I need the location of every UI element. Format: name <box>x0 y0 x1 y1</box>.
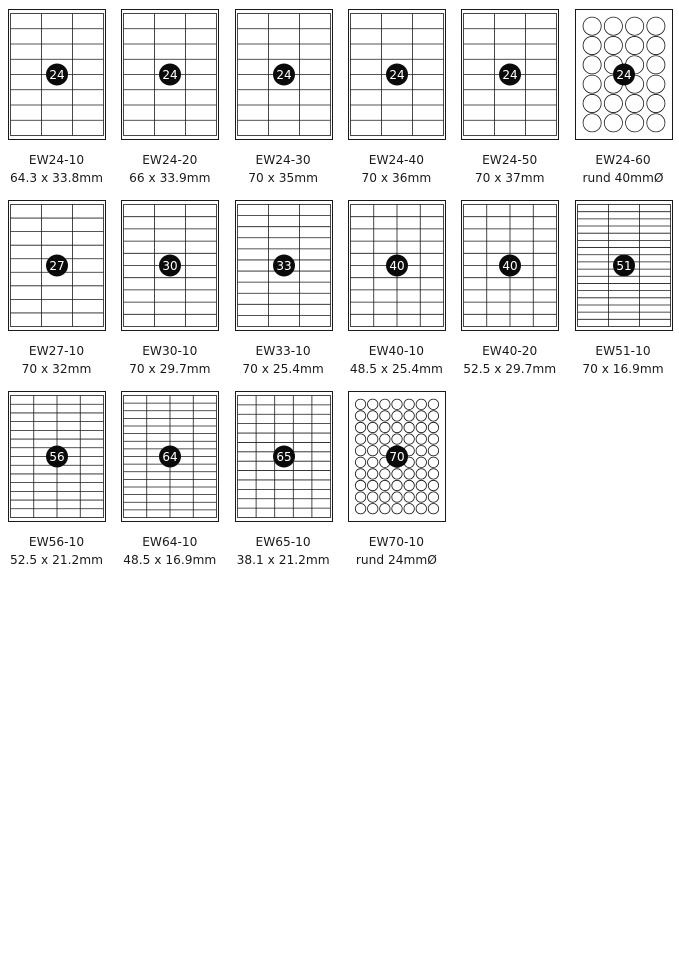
round-label <box>355 492 365 502</box>
label-sheet-item <box>567 200 679 384</box>
round-label <box>646 94 664 112</box>
label-dimensions: 38.1 x 21.2mm <box>236 553 330 567</box>
label-dimensions: 48.5 x 16.9mm <box>123 553 217 567</box>
product-code: EW24-10 <box>28 153 85 167</box>
round-label <box>392 504 402 514</box>
round-label <box>416 457 426 467</box>
product-code: EW64-10 <box>142 535 198 549</box>
product-code: EW40-10 <box>368 344 424 358</box>
label-sheet-diagram <box>567 200 679 334</box>
round-label <box>416 399 426 409</box>
round-label <box>404 504 414 514</box>
round-label <box>392 480 402 490</box>
label-dimensions: 70 x 32mm <box>21 362 92 376</box>
label-count-text: 51 <box>615 258 632 273</box>
label-count-text: 40 <box>389 258 405 273</box>
label-dimensions: 66 x 33.9mm <box>129 171 211 185</box>
round-label <box>583 94 601 112</box>
label-sheet-diagram <box>113 200 226 334</box>
label-dimensions: 70 x 36mm <box>361 171 432 185</box>
round-label <box>367 492 377 502</box>
round-label <box>646 75 664 93</box>
label-dimensions: 70 x 37mm <box>474 171 545 185</box>
product-code: EW30-10 <box>142 344 198 358</box>
round-label <box>428 492 438 502</box>
label-sheet-item <box>0 391 113 575</box>
round-label <box>392 422 402 432</box>
round-label <box>604 94 622 112</box>
label-count-text: 27 <box>49 258 65 273</box>
round-label <box>380 399 390 409</box>
round-label <box>355 434 365 444</box>
round-label <box>428 422 438 432</box>
round-label <box>392 469 402 479</box>
round-label <box>404 492 414 502</box>
round-label <box>625 17 643 35</box>
round-label <box>416 434 426 444</box>
round-label <box>367 480 377 490</box>
round-label <box>367 434 377 444</box>
label-count-text: 24 <box>502 67 518 82</box>
round-label <box>428 411 438 421</box>
label-sheet-diagram <box>453 200 566 334</box>
label-sheet-diagram <box>340 9 453 143</box>
label-sheet-item <box>113 200 226 384</box>
product-code: EW51-10 <box>595 344 651 358</box>
label-count-text: 65 <box>275 449 292 464</box>
product-code: EW24-50 <box>482 153 538 167</box>
round-label <box>367 469 377 479</box>
round-label <box>428 504 438 514</box>
label-count-text: 24 <box>615 67 632 82</box>
round-label <box>355 480 365 490</box>
round-label <box>428 399 438 409</box>
label-sheet-item <box>227 9 340 193</box>
round-label <box>583 75 601 93</box>
round-label <box>404 399 414 409</box>
round-label <box>380 504 390 514</box>
round-label <box>355 411 365 421</box>
round-label <box>625 94 643 112</box>
label-dimensions: 64.3 x 33.8mm <box>10 171 103 185</box>
label-sheet-diagram <box>0 391 113 525</box>
product-code: EW24-30 <box>255 153 311 167</box>
round-label <box>416 492 426 502</box>
round-label <box>404 411 414 421</box>
label-sheet-item <box>227 200 340 384</box>
label-sheet-diagram <box>227 391 340 525</box>
round-label <box>355 457 365 467</box>
round-label <box>646 17 664 35</box>
round-label <box>355 504 365 514</box>
label-dimensions: rund 40mmØ <box>582 171 664 185</box>
round-label <box>380 422 390 432</box>
round-label <box>583 36 601 54</box>
round-label <box>367 399 377 409</box>
label-count-text: 33 <box>275 258 292 273</box>
round-label <box>404 469 414 479</box>
round-label <box>428 480 438 490</box>
label-sheet-item <box>340 9 453 193</box>
label-sheet-diagram <box>227 200 340 334</box>
round-label <box>625 114 643 132</box>
label-count-text: 64 <box>162 449 178 464</box>
label-sheet-diagram <box>340 391 453 525</box>
round-label <box>367 504 377 514</box>
round-label <box>404 480 414 490</box>
label-sheet-diagram <box>227 9 340 143</box>
label-dimensions: 70 x 25.4mm <box>242 362 324 376</box>
label-dimensions: rund 24mmØ <box>355 553 437 567</box>
round-label <box>355 399 365 409</box>
label-count-text: 24 <box>389 67 405 82</box>
product-code: EW70-10 <box>368 535 424 549</box>
round-label <box>355 446 365 456</box>
label-sheet-item <box>340 391 453 575</box>
round-label <box>428 446 438 456</box>
round-label <box>583 56 601 74</box>
label-sheet-item <box>227 391 340 575</box>
round-label <box>355 422 365 432</box>
round-label <box>428 469 438 479</box>
label-sheet-diagram <box>567 9 679 143</box>
label-sheet-item <box>0 9 113 193</box>
round-label <box>604 36 622 54</box>
label-sheet-item <box>453 200 566 384</box>
label-sheet-diagram <box>113 9 226 143</box>
label-count-text: 24 <box>162 67 178 82</box>
round-label <box>604 114 622 132</box>
label-sheet-item <box>0 200 113 384</box>
label-dimensions: 48.5 x 25.4mm <box>349 362 443 376</box>
product-code: EW40-20 <box>482 344 538 358</box>
round-label <box>646 56 664 74</box>
label-sheet-item <box>567 9 679 193</box>
round-label <box>604 17 622 35</box>
round-label <box>392 434 402 444</box>
product-code: EW27-10 <box>28 344 85 358</box>
label-dimensions: 52.5 x 21.2mm <box>10 553 103 567</box>
label-sheet-item <box>453 9 566 193</box>
label-count-text: 24 <box>275 67 292 82</box>
round-label <box>404 422 414 432</box>
label-count-text: 56 <box>49 449 65 464</box>
round-label <box>380 411 390 421</box>
round-label <box>380 480 390 490</box>
round-label <box>416 446 426 456</box>
round-label <box>416 480 426 490</box>
round-label <box>416 469 426 479</box>
round-label <box>392 492 402 502</box>
label-dimensions: 70 x 29.7mm <box>129 362 211 376</box>
label-count-text: 24 <box>49 67 65 82</box>
round-label <box>428 434 438 444</box>
round-label <box>646 114 664 132</box>
round-label <box>380 434 390 444</box>
round-label <box>367 422 377 432</box>
label-sheet-diagram <box>453 9 566 143</box>
label-dimensions: 70 x 16.9mm <box>582 362 664 376</box>
label-count-text: 30 <box>162 258 178 273</box>
label-dimensions: 70 x 35mm <box>248 171 318 185</box>
round-label <box>428 457 438 467</box>
label-count-text: 70 <box>389 449 405 464</box>
round-label <box>404 434 414 444</box>
label-count-text: 40 <box>502 258 518 273</box>
round-label <box>380 492 390 502</box>
round-label <box>367 457 377 467</box>
round-label <box>392 399 402 409</box>
round-label <box>355 469 365 479</box>
label-sheet-item <box>113 9 226 193</box>
round-label <box>416 422 426 432</box>
label-sheet-item <box>113 391 226 575</box>
label-dimensions: 52.5 x 29.7mm <box>463 362 557 376</box>
round-label <box>625 36 643 54</box>
label-sheet-diagram <box>0 9 113 143</box>
label-sheet-diagram <box>0 200 113 334</box>
round-label <box>367 411 377 421</box>
round-label <box>583 17 601 35</box>
product-code: EW56-10 <box>28 535 85 549</box>
round-label <box>416 504 426 514</box>
round-label <box>416 411 426 421</box>
product-code: EW33-10 <box>255 344 311 358</box>
product-code: EW24-20 <box>142 153 198 167</box>
product-code: EW65-10 <box>255 535 311 549</box>
product-code: EW24-40 <box>368 153 424 167</box>
label-sheet-diagram <box>340 200 453 334</box>
product-code: EW24-60 <box>595 153 651 167</box>
round-label <box>367 446 377 456</box>
round-label <box>583 114 601 132</box>
round-label <box>646 36 664 54</box>
round-label <box>380 469 390 479</box>
round-label <box>392 411 402 421</box>
label-sheet-item <box>340 200 453 384</box>
label-sheet-diagram <box>113 391 226 525</box>
